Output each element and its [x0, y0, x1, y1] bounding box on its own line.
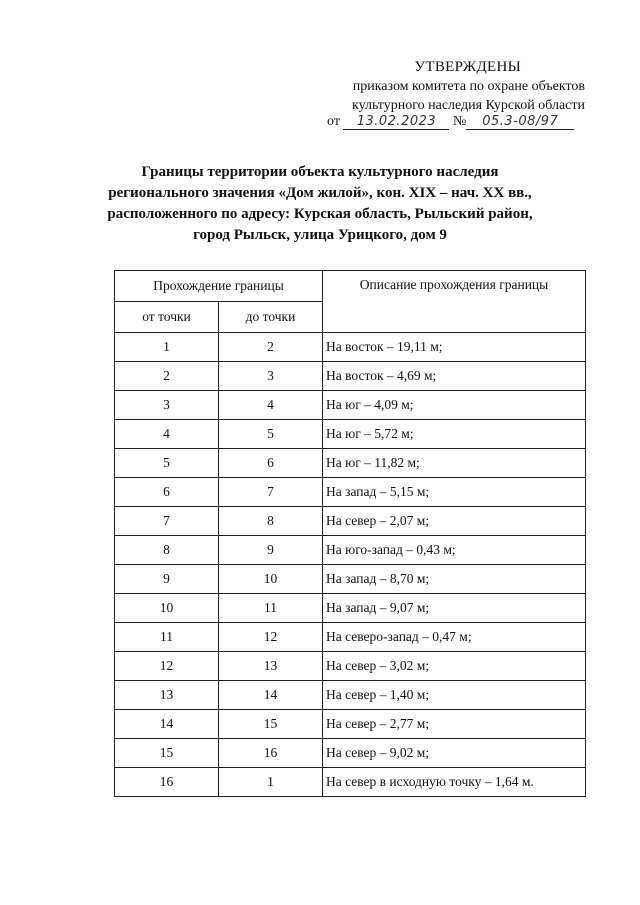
boundary-table	[114, 270, 586, 797]
to-point-cell: 2	[219, 333, 323, 362]
description-cell: На север – 2,07 м;	[323, 507, 586, 536]
order-number: 05.3-08/97	[466, 114, 574, 130]
to-point-cell: 13	[219, 652, 323, 681]
table-row	[115, 333, 586, 362]
table-row	[115, 420, 586, 449]
document-title	[80, 162, 560, 246]
from-point-cell: 9	[115, 565, 219, 594]
description-cell: На север в исходную точку – 1,64 м.	[323, 768, 586, 797]
to-point-cell: 11	[219, 594, 323, 623]
to-point-cell: 14	[219, 681, 323, 710]
description-cell: На север – 2,77 м;	[323, 710, 586, 739]
table-row	[115, 362, 586, 391]
from-point-cell: 5	[115, 449, 219, 478]
from-point-cell: 12	[115, 652, 219, 681]
from-point-cell: 14	[115, 710, 219, 739]
title-line: регионального значения «Дом жилой», кон. XIX – нач. XX вв.,	[108, 185, 532, 201]
description-cell: На восток – 4,69 м;	[323, 362, 586, 391]
description-cell: На восток – 19,11 м;	[323, 333, 586, 362]
from-point-cell: 4	[115, 420, 219, 449]
table-row	[115, 739, 586, 768]
from-point-cell: 7	[115, 507, 219, 536]
table-row	[115, 681, 586, 710]
title-line: расположенного по адресу: Курская область, Рыльский район,	[107, 206, 533, 222]
table-row	[115, 449, 586, 478]
order-date: 13.02.2023	[343, 114, 449, 130]
table-row	[115, 594, 586, 623]
to-point-cell: 8	[219, 507, 323, 536]
table-header-row	[115, 271, 586, 302]
approval-line-1: приказом комитета по охране объектов	[352, 79, 585, 94]
to-point-cell: 6	[219, 449, 323, 478]
from-point-cell: 6	[115, 478, 219, 507]
description-cell: На север – 3,02 м;	[323, 652, 586, 681]
from-point-cell: 13	[115, 681, 219, 710]
to-point-cell: 15	[219, 710, 323, 739]
description-cell: На север – 9,02 м;	[323, 739, 586, 768]
table-row	[115, 391, 586, 420]
order-from-label: от	[327, 114, 340, 129]
description-cell: На юг – 4,09 м;	[323, 391, 586, 420]
from-point-cell: 1	[115, 333, 219, 362]
to-point-cell: 10	[219, 565, 323, 594]
description-cell: На северо-запад – 0,47 м;	[323, 623, 586, 652]
to-point-header: до точки	[219, 302, 323, 333]
to-point-cell: 4	[219, 391, 323, 420]
from-point-header: от точки	[115, 302, 219, 333]
to-point-cell: 9	[219, 536, 323, 565]
from-point-cell: 16	[115, 768, 219, 797]
table-row	[115, 768, 586, 797]
description-cell: На юг – 11,82 м;	[323, 449, 586, 478]
to-point-cell: 1	[219, 768, 323, 797]
table-row	[115, 536, 586, 565]
title-line: город Рыльск, улица Урицкого, дом 9	[193, 227, 447, 243]
order-reference	[327, 114, 587, 130]
from-point-cell: 10	[115, 594, 219, 623]
to-point-cell: 5	[219, 420, 323, 449]
description-cell: На юг – 5,72 м;	[323, 420, 586, 449]
from-point-cell: 8	[115, 536, 219, 565]
approval-title: УТВЕРЖДЕНЫ	[414, 59, 521, 75]
approval-line-2: культурного наследия Курской области	[351, 98, 585, 113]
from-point-cell: 11	[115, 623, 219, 652]
title-line: Границы территории объекта культурного наследия	[141, 164, 499, 180]
table-row	[115, 652, 586, 681]
description-cell: На запад – 9,07 м;	[323, 594, 586, 623]
from-point-cell: 2	[115, 362, 219, 391]
to-point-cell: 7	[219, 478, 323, 507]
description-cell: На север – 1,40 м;	[323, 681, 586, 710]
description-cell: На запад – 8,70 м;	[323, 565, 586, 594]
to-point-cell: 3	[219, 362, 323, 391]
table-row	[115, 507, 586, 536]
to-point-cell: 16	[219, 739, 323, 768]
group-header: Прохождение границы	[115, 271, 323, 302]
description-cell: На юго-запад – 0,43 м;	[323, 536, 586, 565]
from-point-cell: 15	[115, 739, 219, 768]
table-body	[115, 333, 586, 797]
table-row	[115, 710, 586, 739]
table-row	[115, 623, 586, 652]
order-number-label: №	[452, 114, 467, 129]
from-point-cell: 3	[115, 391, 219, 420]
table-row	[115, 478, 586, 507]
table-row	[115, 565, 586, 594]
description-cell: На запад – 5,15 м;	[323, 478, 586, 507]
approval-block	[320, 58, 585, 115]
description-header: Описание прохождения границы	[323, 271, 586, 333]
to-point-cell: 12	[219, 623, 323, 652]
